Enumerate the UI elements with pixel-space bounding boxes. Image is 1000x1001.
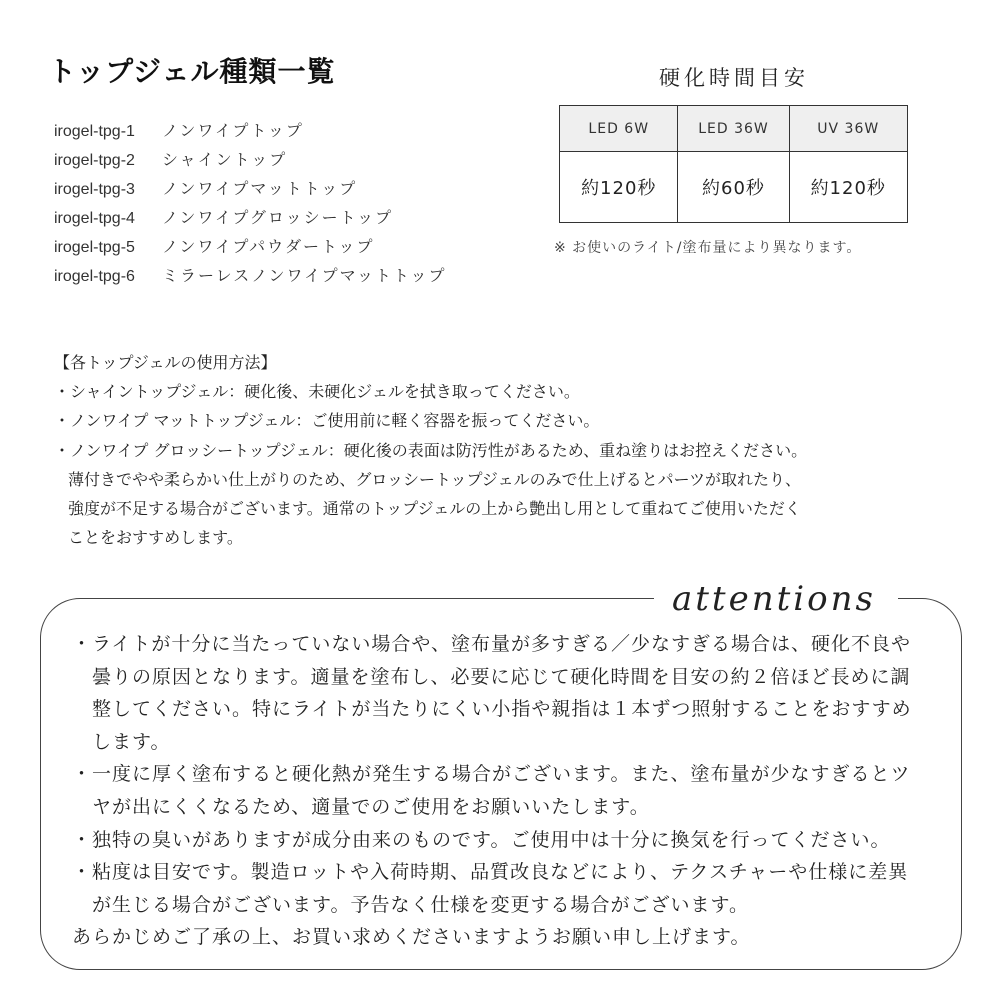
table-cell: 約120秒	[789, 152, 908, 223]
product-name: ノンワイプパウダートップ	[162, 237, 375, 256]
attention-line: が生じる場合がございます。予告なく仕様を変更する場合がございます。	[92, 893, 749, 916]
product-item	[54, 176, 446, 205]
attention-line: ヤが出にくくなるため、適量でのご使用をお願いいたします。	[92, 795, 650, 818]
attention-line: します。	[92, 730, 171, 753]
product-code: irogel-tpg-3	[54, 181, 135, 198]
attentions-body	[72, 628, 917, 954]
usage-line: ・ノンワイプ マットトップジェル：ご使用前に軽く容器を振ってください。	[54, 411, 600, 431]
table-header-cell: UV 36W	[789, 106, 908, 152]
usage-line: 薄付きでやや柔らかい仕上がりのため、グロッシートップジェルのみで仕上げるとパーツが取れたり、	[68, 469, 801, 489]
table-cell: 約60秒	[678, 152, 789, 223]
product-code: irogel-tpg-2	[54, 152, 135, 169]
attention-line: ・独特の臭いがありますが成分由来のものです。ご使用中は十分に換気を行ってください。	[72, 828, 891, 851]
attention-line: あらかじめご了承の上、お買い求めくださいますようお願い申し上げます。	[72, 926, 751, 949]
attention-line: 曇りの原因となります。適量を塗布し、必要に応じて硬化時間を目安の約２倍ほど長めに調	[92, 665, 911, 688]
product-item	[54, 118, 446, 147]
product-item	[54, 147, 446, 176]
table-header-row	[560, 106, 908, 152]
attention-line: ・一度に厚く塗布すると硬化熱が発生する場合がございます。また、塗布量が少なすぎるとツ	[72, 763, 911, 786]
usage-line: ・ノンワイプ グロッシートップジェル：硬化後の表面は防汚性があるため、重ね塗りはお控えください。	[54, 440, 808, 460]
product-code: irogel-tpg-4	[54, 210, 135, 227]
product-name: シャイントップ	[162, 150, 288, 169]
attention-line: ・粘度は目安です。製造ロットや入荷時期、品質改良などにより、テクスチャーや仕様に差異	[72, 861, 909, 884]
attention-line: ・ライトが十分に当たっていない場合や、塗布量が多すぎる／少なすぎる場合は、硬化不良や	[72, 633, 912, 655]
usage-section	[54, 348, 964, 552]
attentions-label: attentions	[672, 579, 876, 619]
product-name: ノンワイプマットトップ	[162, 179, 358, 198]
product-code: irogel-tpg-6	[54, 268, 135, 285]
attention-line: 整してください。特にライトが当たりにくい小指や親指は１本ずつ照射することをおすすめ	[92, 698, 912, 721]
product-item	[54, 205, 446, 234]
usage-line: 強度が不足する場合がございます。通常のトップジェルの上から艶出し用として重ねてご使用いただく	[68, 499, 801, 519]
product-name: ノンワイプグロッシートップ	[162, 208, 394, 227]
product-name: ノンワイプトップ	[162, 121, 304, 140]
product-list	[54, 118, 446, 292]
table-header-cell: LED 36W	[678, 106, 789, 152]
usage-line: ことをおすすめします。	[68, 528, 243, 548]
attentions-label-wrap	[654, 574, 898, 624]
cure-time-note: ※ お使いのライト/塗布量により異なります。	[554, 240, 862, 256]
product-item	[54, 263, 446, 292]
usage-line: ・シャイントップジェル：硬化後、未硬化ジェルを拭き取ってください。	[54, 382, 580, 402]
cure-time-title: 硬化時間目安	[659, 66, 809, 90]
cure-time-table	[559, 105, 908, 223]
product-code: irogel-tpg-5	[54, 239, 135, 256]
product-item	[54, 234, 446, 263]
usage-heading: 【各トップジェルの使用方法】	[54, 353, 277, 372]
table-cell: 約120秒	[560, 152, 678, 223]
product-name: ミラーレスノンワイプマットトップ	[162, 266, 447, 285]
page-title: トップジェル種類一覧	[48, 55, 336, 88]
table-header-cell: LED 6W	[560, 106, 678, 152]
product-code: irogel-tpg-1	[54, 123, 135, 140]
table-row	[560, 152, 908, 223]
